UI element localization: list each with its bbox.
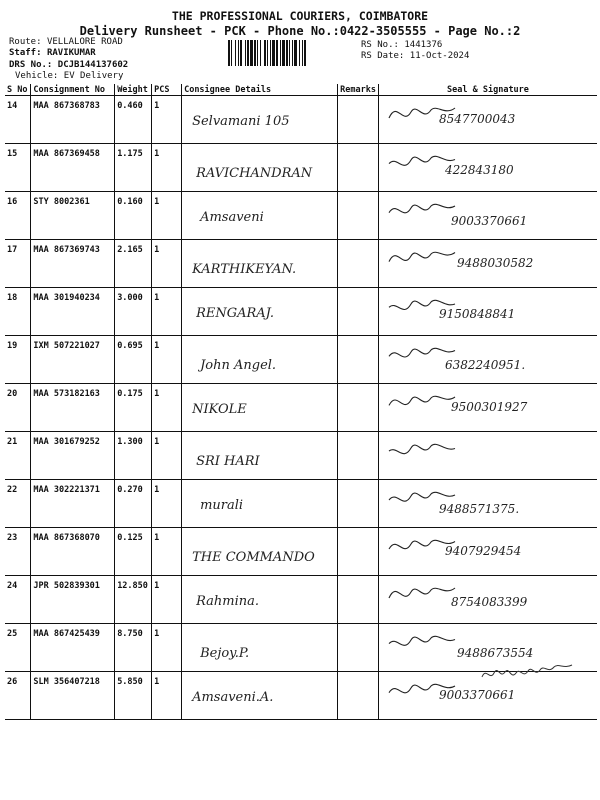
barcode-bar: [304, 40, 306, 66]
handwritten-consignee-name: Selvamani 105: [192, 114, 290, 129]
signature-scribble: [387, 242, 457, 272]
cell-weight: 2.165: [115, 240, 152, 288]
cell-pcs: 1: [152, 576, 182, 624]
table-row: [5, 576, 597, 624]
cell-sno: 16: [5, 192, 31, 240]
cell-signature: [378, 528, 597, 576]
cell-remarks: [338, 144, 379, 192]
table-row: [5, 240, 597, 288]
cell-weight: 0.175: [115, 384, 152, 432]
cell-weight: 0.160: [115, 192, 152, 240]
table-row: [5, 288, 597, 336]
cell-consignee: [182, 192, 338, 240]
cell-pcs: 1: [152, 432, 182, 480]
barcode-bar: [286, 40, 288, 66]
handwritten-phone-number: 6382240951.: [444, 358, 526, 372]
barcode-bar: [280, 40, 281, 66]
barcode-bar: [240, 40, 242, 66]
cell-consignment: MAA 867369743: [31, 240, 115, 288]
table-row: [5, 480, 597, 528]
cell-signature: [378, 480, 597, 528]
cell-weight: 0.695: [115, 336, 152, 384]
cell-remarks: [338, 480, 379, 528]
table-row: [5, 336, 597, 384]
cell-signature: [378, 576, 597, 624]
cell-pcs: 1: [152, 96, 182, 144]
cell-pcs: 1: [152, 672, 182, 720]
barcode-bar: [289, 40, 290, 66]
cell-remarks: [338, 288, 379, 336]
cell-consignee: [182, 432, 338, 480]
barcode-bar: [254, 40, 256, 66]
handwritten-phone-number: 9500301927: [450, 400, 528, 414]
table-header-row: [5, 84, 597, 96]
cell-remarks: [338, 528, 379, 576]
footer-handwritten-signature: [478, 655, 578, 685]
cell-pcs: 1: [152, 336, 182, 384]
cell-remarks: [338, 96, 379, 144]
handwritten-phone-number: 9488030582: [456, 256, 534, 270]
cell-sno: 17: [5, 240, 31, 288]
cell-consignment: SLM 356407218: [31, 672, 115, 720]
cell-consignee: [182, 336, 338, 384]
handwritten-consignee-name: KARTHIKEYAN.: [192, 262, 297, 277]
route-value: VELLALORE ROAD: [46, 37, 123, 47]
staff-value: RAVIKUMAR: [46, 48, 96, 58]
col-remarks: Remarks: [338, 84, 379, 96]
cell-consignee: [182, 96, 338, 144]
cell-signature: [378, 432, 597, 480]
cell-signature: [378, 288, 597, 336]
handwritten-consignee-name: RAVICHANDRAN: [196, 166, 313, 181]
barcode-bar: [276, 40, 278, 66]
cell-signature: [378, 336, 597, 384]
table-row: [5, 192, 597, 240]
barcode-bar: [294, 40, 297, 66]
cell-sno: 14: [5, 96, 31, 144]
cell-signature: [378, 240, 597, 288]
barcode-bar: [292, 40, 293, 66]
drs-value: DCJB144137602: [57, 60, 129, 70]
handwritten-phone-number: 9003370661: [438, 688, 516, 702]
vehicle-line: [15, 71, 123, 82]
cell-remarks: [338, 576, 379, 624]
signature-scribble: [387, 194, 457, 224]
rs-date-label: RS Date:: [361, 51, 405, 61]
col-consignment: Consignment No: [31, 84, 115, 96]
cell-consignment: JPR 502839301: [31, 576, 115, 624]
cell-sno: 20: [5, 384, 31, 432]
cell-weight: 8.750: [115, 624, 152, 672]
cell-sno: 15: [5, 144, 31, 192]
cell-consignee: [182, 144, 338, 192]
cell-pcs: 1: [152, 288, 182, 336]
cell-signature: [378, 192, 597, 240]
cell-consignment: MAA 867368070: [31, 528, 115, 576]
cell-weight: 0.270: [115, 480, 152, 528]
cell-consignment: STY 8002361: [31, 192, 115, 240]
rs-no-line: [361, 40, 442, 51]
cell-pcs: 1: [152, 384, 182, 432]
cell-remarks: [338, 384, 379, 432]
staff-label: Staff:: [9, 48, 42, 58]
cell-weight: 5.850: [115, 672, 152, 720]
table-row: [5, 144, 597, 192]
cell-pcs: 1: [152, 240, 182, 288]
handwritten-consignee-name: Amsaveni.A.: [192, 690, 274, 705]
signature-scribble: [387, 578, 457, 608]
cell-remarks: [338, 336, 379, 384]
cell-remarks: [338, 192, 379, 240]
cell-signature: [378, 384, 597, 432]
cell-remarks: [338, 240, 379, 288]
handwritten-consignee-name: NIKOLE: [192, 402, 247, 417]
cell-weight: 12.850: [115, 576, 152, 624]
handwritten-consignee-name: murali: [200, 498, 244, 513]
cell-remarks: [338, 624, 379, 672]
barcode-bar: [302, 40, 303, 66]
handwritten-phone-number: 8547700043: [438, 112, 516, 126]
barcode-bar: [238, 40, 239, 66]
vehicle-label: Vehicle:: [15, 71, 59, 81]
cell-consignee: [182, 480, 338, 528]
company-title: THE PROFESSIONAL COURIERS, COIMBATORE: [171, 9, 429, 23]
cell-sno: 24: [5, 576, 31, 624]
barcode-bar: [260, 40, 261, 66]
route-line: [9, 37, 123, 48]
vehicle-value: EV Delivery: [63, 71, 124, 81]
cell-sno: 21: [5, 432, 31, 480]
cell-weight: 0.460: [115, 96, 152, 144]
signature-scribble: [387, 386, 457, 416]
cell-remarks: [338, 672, 379, 720]
table-row: [5, 96, 597, 144]
cell-signature: [378, 96, 597, 144]
cell-sno: 23: [5, 528, 31, 576]
cell-consignee: [182, 528, 338, 576]
cell-pcs: 1: [152, 624, 182, 672]
barcode-bar: [231, 40, 232, 66]
handwritten-consignee-name: Rahmina.: [196, 594, 260, 609]
barcode: [228, 40, 358, 66]
cell-consignment: MAA 301940234: [31, 288, 115, 336]
cell-consignee: [182, 672, 338, 720]
cell-remarks: [338, 432, 379, 480]
cell-consignment: MAA 867425439: [31, 624, 115, 672]
signature-scribble: [387, 626, 457, 656]
col-weight: Weight: [115, 84, 152, 96]
cell-consignment: MAA 867369458: [31, 144, 115, 192]
cell-signature: [378, 144, 597, 192]
cell-consignment: IXM 507221027: [31, 336, 115, 384]
rs-date-value: 11-Oct-2024: [409, 51, 470, 61]
handwritten-phone-number: 9488673554: [456, 646, 534, 660]
cell-weight: 3.000: [115, 288, 152, 336]
handwritten-phone-number: 9407929454: [444, 544, 522, 558]
handwritten-consignee-name: Amsaveni: [200, 210, 264, 225]
cell-consignee: [182, 384, 338, 432]
col-signature: Seal & Signature: [378, 84, 597, 96]
table-row: [5, 528, 597, 576]
rs-date-line: [361, 51, 469, 62]
route-label: Route:: [9, 37, 42, 47]
cell-pcs: 1: [152, 192, 182, 240]
cell-consignment: MAA 301679252: [31, 432, 115, 480]
cell-sno: 19: [5, 336, 31, 384]
col-consignee: Consignee Details: [182, 84, 338, 96]
staff-line: [9, 48, 96, 59]
drs-label: DRS No.:: [9, 60, 53, 70]
barcode-bar: [228, 40, 230, 66]
col-sno: S No: [5, 84, 31, 96]
runsheet-subtitle: Delivery Runsheet - PCK - Phone No.:0422-3505555 - Page No.:2: [79, 24, 521, 38]
cell-consignee: [182, 576, 338, 624]
barcode-bar: [257, 40, 258, 66]
barcode-bar: [270, 40, 271, 66]
cell-weight: 0.125: [115, 528, 152, 576]
barcode-bar: [247, 40, 249, 66]
handwritten-consignee-name: John Angel.: [200, 358, 277, 373]
handwritten-consignee-name: SRI HARI: [196, 454, 260, 469]
cell-consignee: [182, 624, 338, 672]
handwritten-consignee-name: Bejoy.P.: [200, 646, 250, 661]
cell-consignment: MAA 302221371: [31, 480, 115, 528]
barcode-bar: [264, 40, 266, 66]
barcode-bar: [235, 40, 236, 66]
rs-no-value: 1441376: [404, 40, 443, 50]
handwritten-phone-number: 422843180: [444, 163, 514, 177]
cell-sno: 25: [5, 624, 31, 672]
table-row: [5, 384, 597, 432]
cell-consignment: MAA 573182163: [31, 384, 115, 432]
barcode-bar: [272, 40, 275, 66]
handwritten-consignee-name: THE COMMANDO: [192, 550, 315, 565]
barcode-bar: [267, 40, 268, 66]
barcode-bar: [282, 40, 285, 66]
table-row: [5, 432, 597, 480]
cell-sno: 18: [5, 288, 31, 336]
handwritten-phone-number: 9488571375.: [438, 502, 520, 516]
cell-consignee: [182, 288, 338, 336]
barcode-bar: [245, 40, 246, 66]
cell-weight: 1.300: [115, 432, 152, 480]
barcode-bar: [250, 40, 253, 66]
handwritten-phone-number: 8754083399: [450, 595, 528, 609]
cell-weight: 1.175: [115, 144, 152, 192]
handwritten-phone-number: 9003370661: [450, 214, 528, 228]
barcode-bar: [299, 40, 300, 66]
drs-line: [9, 60, 128, 71]
cell-consignment: MAA 867368783: [31, 96, 115, 144]
signature-scribble: [387, 434, 457, 464]
cell-sno: 22: [5, 480, 31, 528]
handwritten-consignee-name: RENGARAJ.: [196, 306, 275, 321]
handwritten-phone-number: 9150848841: [438, 307, 516, 321]
rs-no-label: RS No.:: [361, 40, 399, 50]
cell-sno: 26: [5, 672, 31, 720]
cell-consignee: [182, 240, 338, 288]
cell-pcs: 1: [152, 528, 182, 576]
cell-pcs: 1: [152, 144, 182, 192]
cell-pcs: 1: [152, 480, 182, 528]
runsheet-table: [5, 84, 597, 720]
col-pcs: PCS: [152, 84, 182, 96]
